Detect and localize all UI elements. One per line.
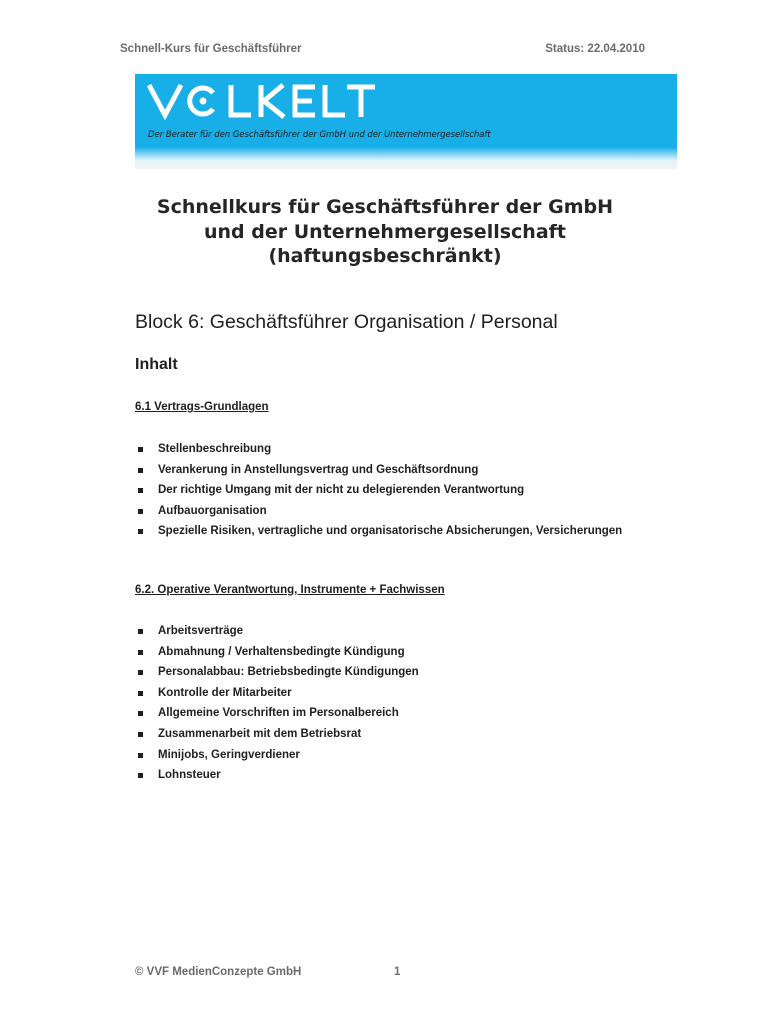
section-6-1-list bbox=[135, 440, 655, 543]
banner-fade bbox=[135, 147, 677, 169]
list-item bbox=[135, 725, 655, 746]
list-item-text: Aufbauorganisation bbox=[158, 504, 267, 517]
banner-tagline: Der Berater für den Geschäftsführer der GmbH und der Unternehmergesellschaft bbox=[148, 130, 491, 140]
list-item-text: Minijobs, Geringverdiener bbox=[158, 748, 300, 761]
list-item-text: Abmahnung / Verhaltensbedingte Kündigung bbox=[158, 645, 405, 658]
list-item bbox=[135, 704, 655, 725]
list-item bbox=[135, 440, 655, 461]
bullet-square-icon bbox=[138, 468, 143, 473]
section-heading-6-2: 6.2. Operative Verantwortung, Instrumente + Fachwissen bbox=[135, 584, 445, 596]
volkelt-logo bbox=[147, 80, 377, 122]
list-item-text: Verankerung in Anstellungsvertrag und Geschäftsordnung bbox=[158, 463, 479, 476]
list-item bbox=[135, 684, 655, 705]
section-6-2-list bbox=[135, 622, 655, 787]
list-item-text: Allgemeine Vorschriften im Personalbereich bbox=[158, 707, 399, 720]
list-item bbox=[135, 746, 655, 767]
list-item-text: Arbeitsverträge bbox=[158, 625, 244, 637]
bullet-square-icon bbox=[138, 650, 143, 655]
list-item-text: Spezielle Risiken, vertragliche und organisatorische Absicherungen, Versicherungen bbox=[158, 525, 623, 538]
bullet-square-icon bbox=[138, 509, 143, 514]
footer-copyright: © VVF MedienConzepte GmbH bbox=[135, 966, 302, 978]
page-number: 1 bbox=[394, 966, 401, 978]
list-item-text: Personalabbau: Betriebsbedingte Kündigungen bbox=[158, 666, 419, 679]
list-item bbox=[135, 481, 655, 502]
document-title bbox=[0, 195, 770, 269]
title-line-2: und der Unternehmergesellschaft bbox=[203, 220, 566, 243]
bullet-square-icon bbox=[138, 732, 143, 737]
running-header-title: Schnell-Kurs für Geschäftsführer bbox=[120, 43, 302, 55]
list-item bbox=[135, 766, 655, 787]
list-item bbox=[135, 522, 655, 543]
list-item-text: Stellenbeschreibung bbox=[158, 443, 272, 455]
bullet-square-icon bbox=[138, 447, 143, 452]
list-item-text: Der richtige Umgang mit der nicht zu delegierenden Verantwortung bbox=[158, 484, 525, 497]
bullet-square-icon bbox=[138, 529, 143, 534]
bullet-square-icon bbox=[138, 670, 143, 675]
title-line-1: Schnellkurs für Geschäftsführer der GmbH bbox=[156, 196, 614, 218]
list-item-text: Zusammenarbeit mit dem Betriebsrat bbox=[158, 727, 362, 740]
bullet-square-icon bbox=[138, 691, 143, 696]
list-item-text: Lohnsteuer bbox=[158, 769, 221, 782]
bullet-square-icon bbox=[138, 773, 143, 778]
section-heading-6-1: 6.1 Vertrags-Grundlagen bbox=[135, 401, 269, 413]
bullet-square-icon bbox=[138, 629, 143, 634]
list-item bbox=[135, 622, 655, 643]
block-heading: Block 6: Geschäftsführer Organisation / Personal bbox=[135, 311, 558, 333]
running-header-status: Status: 22.04.2010 bbox=[545, 43, 645, 55]
bullet-square-icon bbox=[138, 711, 143, 716]
list-item bbox=[135, 643, 655, 664]
toc-heading: Inhalt bbox=[135, 356, 178, 373]
title-line-3: (haftungsbeschränkt) bbox=[268, 245, 502, 267]
list-item bbox=[135, 663, 655, 684]
bullet-square-icon bbox=[138, 753, 143, 758]
list-item bbox=[135, 461, 655, 482]
list-item-text: Kontrolle der Mitarbeiter bbox=[158, 686, 292, 699]
list-item bbox=[135, 502, 655, 523]
bullet-square-icon bbox=[138, 488, 143, 493]
volkelt-banner bbox=[135, 74, 677, 169]
